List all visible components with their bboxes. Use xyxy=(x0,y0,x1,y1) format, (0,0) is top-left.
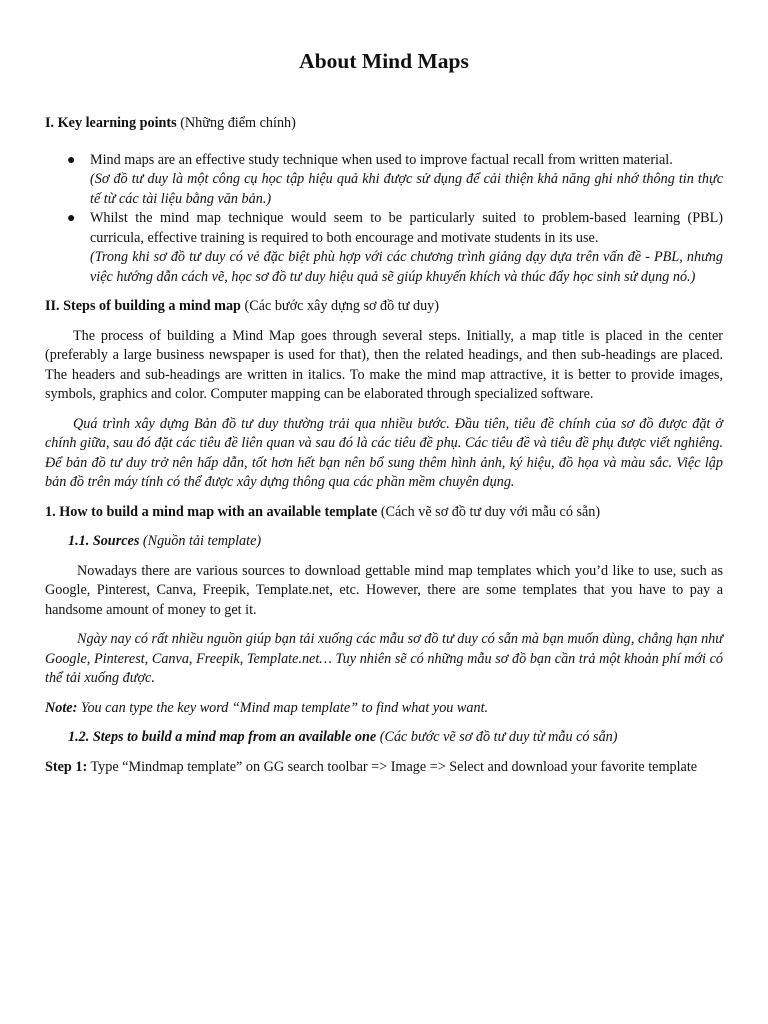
section-heading-text: I. Key learning points xyxy=(45,115,177,131)
bullet-translation: (Trong khi sơ đồ tư duy có vẻ đặc biệt phù hợp với các chương trình giảng dạy dựa trên vấn đề - PBL, nhưng việc hướng dẫn cách vẽ, học sơ đồ tư duy hiệu quả sẽ giúp khuyến khích và thúc đẩy học sinh sử dụng nó.) xyxy=(90,249,723,285)
section-heading-key-learning-points xyxy=(45,114,723,134)
sub-heading-translation: (Nguồn tải template) xyxy=(142,533,262,549)
bullet-list xyxy=(45,151,723,288)
bullet-text: Mind maps are an effective study technique when used to improve factual recall from written material. xyxy=(90,151,673,168)
note-label: Note: xyxy=(45,699,78,716)
paragraph-vi: Quá trình xây dựng Bản đồ tư duy thường trải qua nhiều bước. Đầu tiên, tiêu đề chính của sơ đồ được đặt ở chính giữa, sau đó đặt các tiêu đề liên quan và sau đó là các tiêu đề phụ. Các tiêu đề và tiêu đề phụ được viết nghiêng. Để bản đồ tư duy trở nên hấp dẫn, tốt hơn hết bạn nên bổ sung thêm hình ảnh, ký hiệu, đồ họa và màu sắc. Việc lập bản đồ trên máy tính có thể được xây dựng thông qua các phần mềm chuyên dụng. xyxy=(45,415,723,490)
bullet-item xyxy=(45,151,723,210)
section-heading-translation: (Các bước xây dựng sơ đồ tư duy) xyxy=(244,298,439,314)
section-heading-text: II. Steps of building a mind map xyxy=(45,298,241,314)
step-1 xyxy=(45,758,723,778)
page-title: About Mind Maps xyxy=(299,49,469,73)
step-label: Step 1: xyxy=(45,758,88,775)
sub-heading-translation: (Các bước vẽ sơ đồ tư duy từ mẫu có sẵn) xyxy=(379,729,618,745)
note-text: You can type the key word “Mind map template” to find what you want. xyxy=(80,699,489,716)
bullet-item xyxy=(45,209,723,287)
section-heading-steps xyxy=(45,297,723,317)
section-heading-translation: (Những điểm chính) xyxy=(180,115,296,131)
bullet-translation: (Sơ đồ tư duy là một công cụ học tập hiệu quả khi được sử dụng để cải thiện khả năng ghi nhớ thông tin thực tế từ các tài liệu bằng văn bản.) xyxy=(90,171,723,207)
paragraph-vi: Ngày nay có rất nhiều nguồn giúp bạn tải xuống các mẫu sơ đồ tư duy có sẵn mà bạn muốn dùng, chẳng hạn như Google, Pinterest, Canva, Freepik, Template.net… Tuy nhiên sẽ có những mẫu sơ đồ bạn cần trả một khoản phí mới có thể tải xuống được. xyxy=(45,631,723,686)
document-body xyxy=(45,114,723,787)
paragraph-en: Nowadays there are various sources to download gettable mind map templates which you’d like to use, such as Google, Pinterest, Canva, Freepik, Template.net, etc. However, there are some templates that you have to pay a handsome amount of money to get it. xyxy=(45,562,723,618)
bullet-text: Whilst the mind map technique would seem to be particularly suited to problem-based learning (PBL) curricula, effective training is required to both encourage and motivate students in its use. xyxy=(90,210,723,246)
subsection-heading-template xyxy=(45,503,723,523)
sub-heading-sources xyxy=(45,532,723,552)
bullet-icon: ● xyxy=(67,211,76,226)
sub-heading-steps xyxy=(45,728,723,748)
sub-heading-text: 1.2. Steps to build a mind map from an available one xyxy=(68,729,377,745)
bullet-icon: ● xyxy=(67,152,76,168)
subsection-heading-text: 1. How to build a mind map with an available template xyxy=(45,503,378,520)
sub-heading-text: 1.1. Sources xyxy=(68,533,140,549)
subsection-heading-translation: (Cách vẽ sơ đồ tư duy với mẫu có sẵn) xyxy=(380,503,601,520)
note xyxy=(45,699,723,719)
step-text: Type “Mindmap template” on GG search toolbar => Image => Select and download your favorite template xyxy=(90,758,698,775)
paragraph-en: The process of building a Mind Map goes through several steps. Initially, a map title is placed in the center (preferably a large business newspaper is used for that), then the related headings, and then sub-headings are placed. The headers and sub-headings are written in italics. To make the mind map attractive, it is better to provide images, symbols, graphics and color. Computer mapping can be elaborated through specialized software. xyxy=(45,327,723,402)
